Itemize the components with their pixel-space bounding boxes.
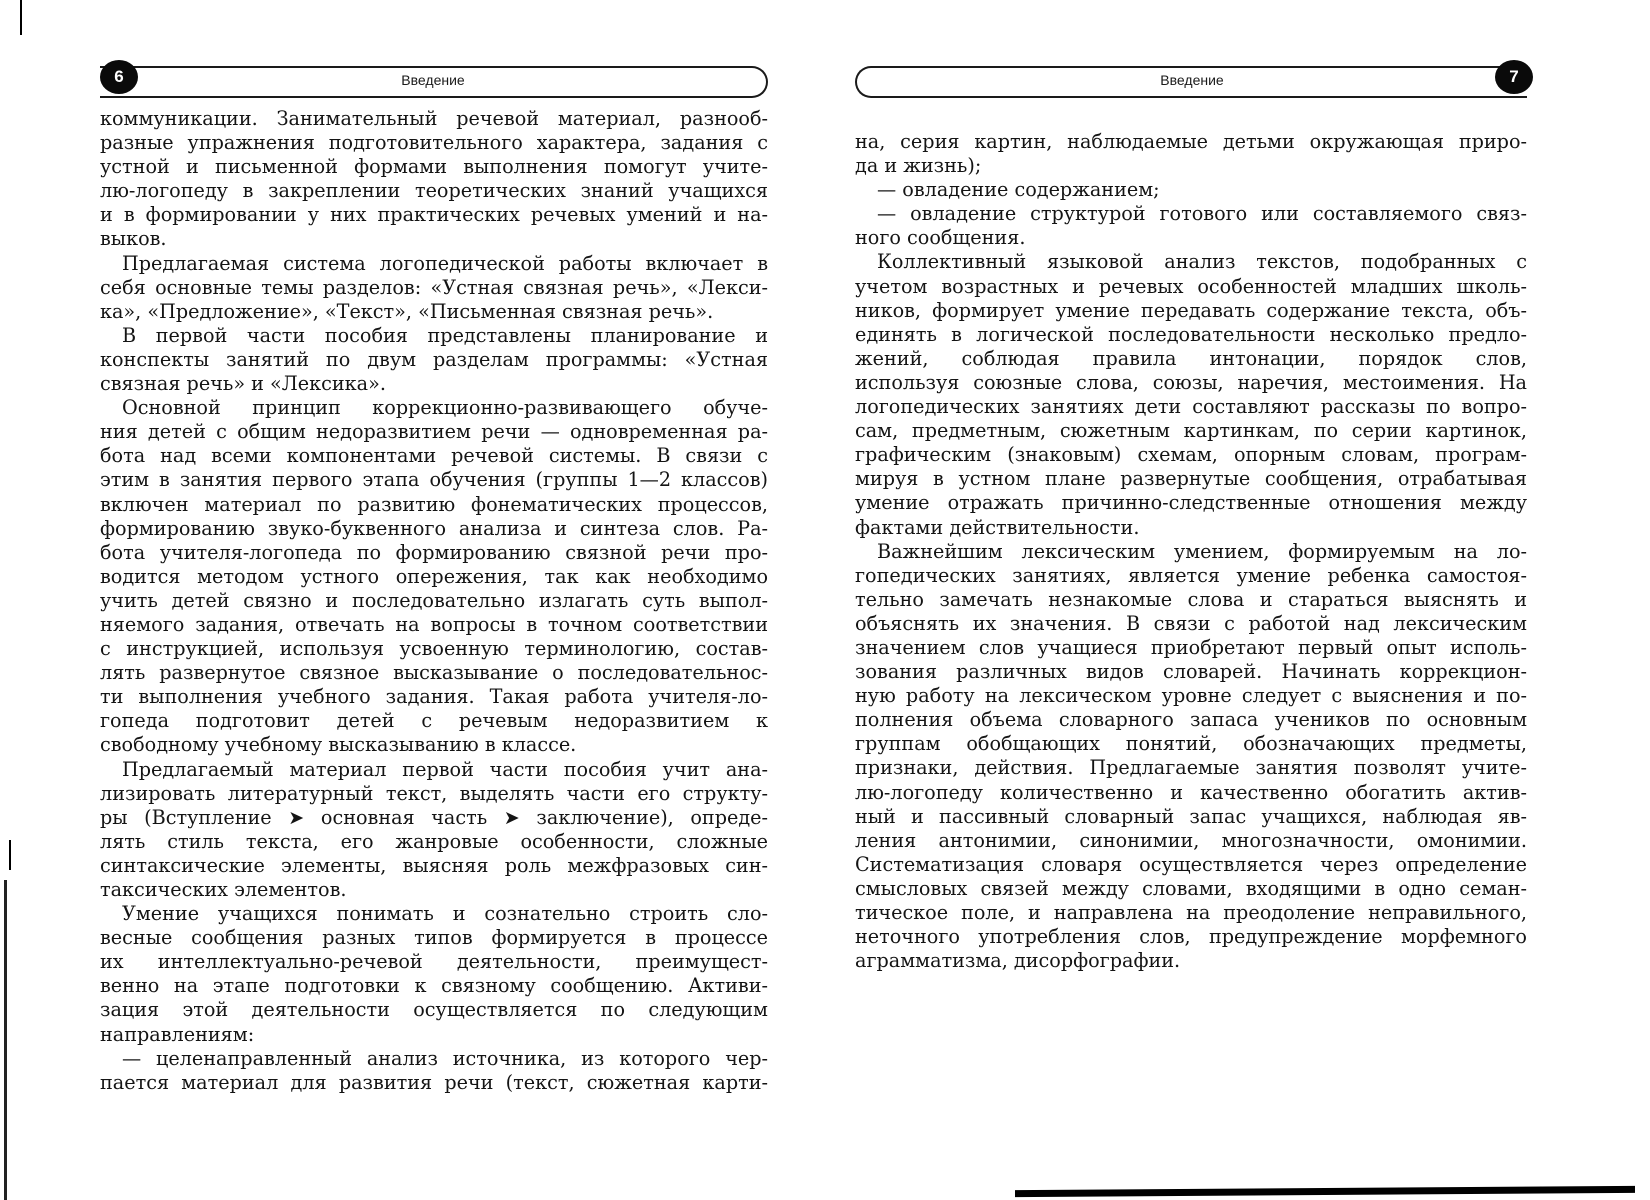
text-line: весные сообщения разных типов формируется в процессе: [100, 926, 768, 950]
text-line: — целенаправленный анализ источника, из которого чер-: [122, 1046, 768, 1070]
running-header: [100, 66, 768, 98]
text-line: лять развернутое связное высказывание о последовательнос-: [100, 661, 768, 685]
text-line: венно на этапе подготовки к связному сообщению. Активи-: [100, 974, 768, 998]
text-line: значением слов учащиеся приобретают первый опыт исполь-: [855, 635, 1527, 659]
text-line: сам, предметным, сюжетным картинкам, по серии картинок,: [855, 419, 1527, 443]
right-page: [855, 0, 1535, 1200]
body-text: [100, 107, 768, 1095]
text-line: Предлагаемая система логопедической работы включает в: [122, 251, 768, 275]
text-line: зация этой деятельности осуществляется по следующим: [100, 998, 768, 1022]
text-line: мируя в устном плане развернутые сообщения, отрабатывая: [855, 467, 1527, 491]
text-line: да и жизнь);: [855, 154, 982, 178]
text-line: выков.: [100, 227, 167, 251]
text-line: лю-логопеду количественно и качественно обогатить актив-: [855, 780, 1527, 804]
header-title: Введение: [1160, 72, 1224, 88]
text-line: ка», «Предложение», «Текст», «Письменная связная речь».: [100, 299, 714, 323]
text-line: зования различных видов словарей. Начинать коррекцион-: [855, 660, 1527, 684]
text-line: гопедических занятиях, является умение ребенка самостоя-: [855, 563, 1527, 587]
text-line: Предлагаемый материал первой части пособия учит ана-: [122, 757, 768, 781]
text-line: Основной принцип коррекционно-развивающего обуче-: [122, 396, 768, 420]
text-line: таксических элементов.: [100, 878, 347, 901]
text-line: их интеллектуально-речевой деятельности, преимущест-: [100, 950, 768, 974]
text-line: Умение учащихся понимать и сознательно строить сло-: [122, 902, 768, 926]
text-line: водится методом устного опережения, так как необходимо: [100, 564, 768, 588]
text-line: объяснять их значения. В связи с работой над лексическим: [855, 611, 1527, 635]
text-line: конспекты занятий по двум разделам программы: «Устная: [100, 347, 768, 371]
text-line: используя союзные слова, союзы, наречия, местоимения. На: [855, 370, 1527, 394]
text-line: ную работу на лексическом уровне следует с выяснения и по-: [855, 684, 1527, 708]
scan-edge-mark: [4, 880, 7, 1200]
scan-edge-mark: [9, 840, 11, 870]
text-line: неточного употребления слов, предупреждение морфемного: [855, 925, 1527, 949]
text-line: умение отражать причинно-следственные отношения между: [855, 491, 1527, 515]
text-line: ления антонимии, синонимии, многозначности, омонимии.: [855, 828, 1527, 852]
text-line: направлениям:: [100, 1022, 255, 1046]
text-line: включен материал по развитию фонематических процессов,: [100, 492, 768, 516]
running-header: [855, 66, 1527, 98]
text-line: признаки, действия. Предлагаемые занятия позволят учите-: [855, 756, 1527, 780]
left-page: [100, 0, 770, 1200]
text-line: единять в логической последовательности несколько предло-: [855, 322, 1527, 346]
text-line: тельно замечать незнакомые слова и стараться выяснять и: [855, 587, 1527, 611]
text-line: ного сообщения.: [855, 226, 1026, 250]
text-line: Важнейшим лексическим умением, формируемым на ло-: [877, 539, 1527, 563]
text-line: графическим (знаковым) схемам, опорным словам, програм-: [855, 443, 1527, 467]
header-title: Введение: [401, 72, 465, 88]
text-line: учить детей связно и последовательно излагать суть выпол-: [100, 588, 768, 612]
text-line: ников, формирует умение передавать содержание текста, объ-: [855, 298, 1527, 322]
text-line: с инструкцией, используя усвоенную терминологию, состав-: [100, 637, 768, 661]
text-line: ры (Вступление ➤ основная часть ➤ заключение), опреде-: [100, 805, 768, 829]
text-line: аграмматизма, дисорфографии.: [855, 949, 1181, 973]
text-line: ния детей с общим недоразвитием речи — одновременная ра-: [100, 420, 768, 444]
scan-edge-mark: [20, 0, 22, 35]
text-line: на, серия картин, наблюдаемые детьми окружающая приро-: [855, 130, 1527, 153]
text-line: полнения объема словарного запаса учеников по основным: [855, 708, 1527, 732]
text-line: — овладение содержанием;: [877, 178, 1160, 202]
text-line: лю-логопеду в закреплении теоретических знаний учащихся: [100, 179, 768, 203]
text-line: устной и письменной формами выполнения помогут учите-: [100, 155, 768, 179]
text-line: ный и пассивный словарный запас учащихся, наблюдая яв-: [855, 804, 1527, 828]
text-line: формированию звуко-буквенного анализа и синтеза слов. Ра-: [100, 516, 768, 540]
text-line: пается материал для развития речи (текст, сюжетная карти-: [100, 1070, 768, 1094]
text-line: Коллективный языковой анализ текстов, подобранных с: [877, 250, 1527, 274]
text-line: фактами действительности.: [855, 515, 1140, 539]
text-line: лизировать литературный текст, выделять части его структу-: [100, 781, 768, 805]
text-line: и в формировании у них практических речевых умений и на-: [100, 203, 768, 227]
text-line: учетом возрастных и речевых особенностей младших школь-: [855, 274, 1527, 298]
text-line: себя основные темы разделов: «Устная связная речь», «Лекси-: [100, 275, 768, 299]
text-line: бота учителя-логопеда по формированию связной речи про-: [100, 540, 768, 564]
text-line: гопеда подготовит детей с речевым недоразвитием к: [100, 709, 768, 733]
text-line: жений, соблюдая правила интонации, порядок слов,: [855, 346, 1527, 370]
text-line: ти выполнения учебного задания. Такая работа учителя-ло-: [100, 685, 768, 709]
text-line: тическое поле, и направлена на преодоление неправильного,: [855, 901, 1527, 924]
text-line: няемого задания, отвечать на вопросы в точном соответствии: [100, 612, 768, 636]
text-line: бота над всеми компонентами речевой системы. В связи с: [100, 444, 768, 468]
text-line: смысловых связей между словами, входящими в одно семан-: [855, 876, 1527, 900]
text-line: связная речь» и «Лексика».: [100, 372, 386, 396]
text-line: лять стиль текста, его жанровые особенности, сложные: [100, 829, 768, 853]
text-line: группам обобщающих понятий, обозначающих предметы,: [855, 732, 1527, 756]
text-line: коммуникации. Занимательный речевой материал, разнооб-: [100, 107, 768, 130]
body-text: [855, 130, 1527, 973]
text-line: — овладение структурой готового или составляемого связ-: [877, 202, 1527, 226]
text-line: логопедических занятиях дети составляют рассказы по вопро-: [855, 395, 1527, 419]
text-line: синтаксические элементы, выясняя роль межфразовых син-: [100, 853, 768, 877]
page-number-badge: 7: [1495, 60, 1533, 94]
text-line: свободному учебному высказыванию в классе.: [100, 733, 577, 757]
text-line: Систематизация словаря осуществляется через определение: [855, 852, 1527, 876]
page-number-badge: 6: [100, 60, 138, 94]
text-line: разные упражнения подготовительного характера, задания с: [100, 131, 768, 155]
text-line: этим в занятия первого этапа обучения (группы 1—2 классов): [100, 468, 768, 492]
text-line: В первой части пособия представлены планирование и: [122, 323, 768, 347]
